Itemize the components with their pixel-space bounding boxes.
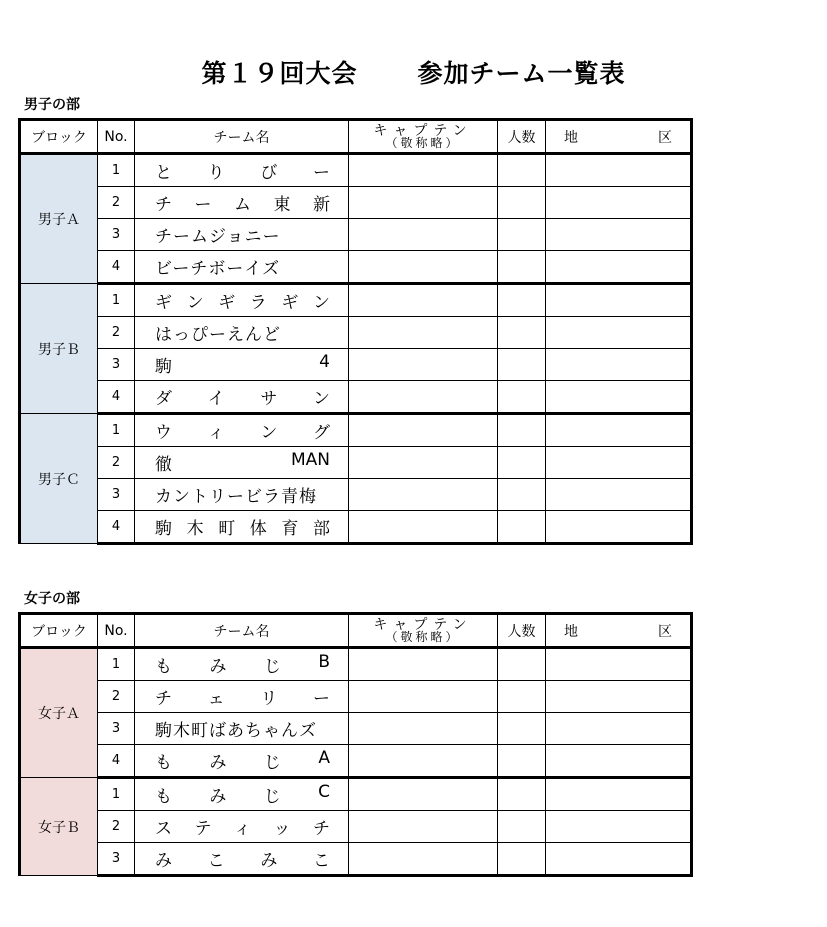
header-area-right: 区: [658, 129, 672, 146]
team-row: [20, 219, 692, 251]
area-cell[interactable]: [546, 349, 692, 381]
section-label-female: 女子の部: [24, 591, 80, 607]
team-name-text: ビーチボーイズ: [155, 259, 281, 279]
team-name: [135, 284, 349, 317]
team-row: [20, 317, 692, 349]
team-name-char: テ: [194, 819, 212, 839]
area-cell[interactable]: [546, 414, 692, 447]
team-name-char: ン: [260, 423, 278, 443]
members-cell[interactable]: [498, 219, 546, 251]
team-name-char: グ: [312, 423, 330, 443]
header-area-left: 地: [564, 623, 578, 640]
team-name-char: ー: [194, 195, 212, 215]
page-title: [0, 54, 827, 90]
team-row: [20, 843, 692, 876]
header-row: [20, 120, 692, 154]
members-cell[interactable]: [498, 713, 546, 745]
members-cell[interactable]: [498, 511, 546, 544]
team-number: 1: [98, 778, 135, 811]
area-cell[interactable]: [546, 447, 692, 479]
team-name-char: チ: [313, 819, 330, 839]
header-captain-label: キャプテン: [373, 616, 473, 633]
team-name-char: こ: [207, 851, 225, 871]
team-name-char: ダ: [155, 389, 172, 409]
team-name: [135, 681, 349, 713]
team-name-char: ン: [186, 293, 204, 313]
team-name-char: 木: [186, 519, 204, 539]
team-name-char: ィ: [207, 423, 225, 443]
header-team: チーム名: [135, 120, 349, 154]
members-cell[interactable]: [498, 681, 546, 713]
team-number: 4: [98, 511, 135, 544]
team-number: 1: [98, 648, 135, 681]
team-name-char: も: [155, 753, 172, 773]
captain-cell[interactable]: [349, 381, 498, 414]
team-name-char: 部: [312, 519, 330, 539]
captain-cell[interactable]: [349, 479, 498, 511]
area-cell[interactable]: [546, 713, 692, 745]
team-name-char: ー: [312, 163, 330, 183]
team-number: 1: [98, 154, 135, 187]
team-name-char: ン: [312, 389, 330, 409]
section-label-male: 男子の部: [24, 97, 80, 113]
team-number: 3: [98, 479, 135, 511]
header-captain-note: （敬称略）: [385, 629, 461, 644]
members-cell[interactable]: [498, 479, 546, 511]
team-name-char: も: [155, 787, 172, 807]
team-name: [135, 317, 349, 349]
team-name-char: サ: [260, 389, 278, 409]
area-cell[interactable]: [546, 811, 692, 843]
title-sub: 参加チーム一覧表: [417, 59, 626, 88]
area-cell[interactable]: [546, 154, 692, 187]
female-roster-table: [18, 612, 693, 877]
area-cell[interactable]: [546, 843, 692, 876]
header-team: チーム名: [135, 614, 349, 648]
team-number: 2: [98, 681, 135, 713]
members-cell[interactable]: [498, 284, 546, 317]
members-cell[interactable]: [498, 745, 546, 778]
team-name-char: 新: [313, 195, 330, 215]
team-name-char: 4: [319, 352, 330, 372]
team-name-char: ギ: [155, 293, 172, 313]
team-name-char: チ: [155, 195, 172, 215]
area-cell[interactable]: [546, 251, 692, 284]
team-row: [20, 713, 692, 745]
team-number: 2: [98, 187, 135, 219]
team-name-char: ェ: [207, 689, 225, 709]
team-number: 4: [98, 381, 135, 414]
team-name-char: も: [155, 657, 172, 677]
team-row: [20, 187, 692, 219]
team-name-char: A: [318, 748, 330, 768]
team-name-char: と: [155, 163, 172, 183]
team-name-char: み: [260, 851, 278, 871]
area-cell[interactable]: [546, 219, 692, 251]
team-name-char: ギ: [281, 293, 299, 313]
team-name-char: み: [155, 851, 172, 871]
team-name: [135, 778, 349, 811]
captain-cell[interactable]: [349, 251, 498, 284]
header-captain: [349, 120, 498, 154]
area-cell[interactable]: [546, 778, 692, 811]
team-name: [135, 349, 349, 381]
team-number: 2: [98, 447, 135, 479]
header-area-left: 地: [564, 129, 578, 146]
captain-cell[interactable]: [349, 648, 498, 681]
team-name-char: じ: [263, 657, 281, 677]
team-name: [135, 154, 349, 187]
header-area: [546, 614, 692, 648]
captain-cell[interactable]: [349, 349, 498, 381]
captain-cell[interactable]: [349, 745, 498, 778]
team-row: [20, 745, 692, 778]
captain-cell[interactable]: [349, 154, 498, 187]
captain-cell[interactable]: [349, 284, 498, 317]
team-number: 2: [98, 811, 135, 843]
team-row: [20, 154, 692, 187]
team-name-char: 駒: [155, 357, 172, 377]
header-captain-label: キャプテン: [373, 122, 473, 139]
team-name: [135, 745, 349, 778]
team-row: [20, 349, 692, 381]
team-name: [135, 219, 349, 251]
members-cell[interactable]: [498, 414, 546, 447]
team-name-char: み: [209, 753, 227, 773]
members-cell[interactable]: [498, 778, 546, 811]
team-name: [135, 843, 349, 876]
captain-cell[interactable]: [349, 187, 498, 219]
team-name-char: 体: [249, 519, 267, 539]
header-block: ブロック: [20, 120, 98, 154]
team-name-char: ラ: [249, 293, 267, 313]
team-name-char: イ: [207, 389, 225, 409]
members-cell[interactable]: [498, 251, 546, 284]
team-name-text: はっぴーえんど: [155, 325, 281, 345]
team-number: 3: [98, 349, 135, 381]
header-area-right: 区: [658, 623, 672, 640]
captain-cell[interactable]: [349, 219, 498, 251]
title-main: 第１９回大会: [201, 59, 358, 88]
header-block: ブロック: [20, 614, 98, 648]
team-number: 4: [98, 251, 135, 284]
team-name-char: こ: [312, 851, 330, 871]
team-number: 3: [98, 713, 135, 745]
members-cell[interactable]: [498, 811, 546, 843]
header-row: [20, 614, 692, 648]
team-name-char: MAN: [290, 450, 330, 470]
team-name-char: 育: [281, 519, 299, 539]
male-roster-table: [18, 118, 693, 545]
team-name-char: ン: [312, 293, 330, 313]
team-name-char: 東: [273, 195, 291, 215]
members-cell[interactable]: [498, 447, 546, 479]
team-row: [20, 811, 692, 843]
team-name-text: カントリービラ青梅: [155, 487, 317, 507]
members-cell[interactable]: [498, 843, 546, 876]
team-name-char: リ: [260, 689, 278, 709]
header-members: 人数: [498, 120, 546, 154]
team-name-char: ー: [312, 689, 330, 709]
captain-cell[interactable]: [349, 843, 498, 876]
team-name-char: ッ: [273, 819, 291, 839]
team-row: [20, 681, 692, 713]
team-row: [20, 648, 692, 681]
header-area: [546, 120, 692, 154]
area-cell[interactable]: [546, 681, 692, 713]
area-cell[interactable]: [546, 511, 692, 544]
captain-cell[interactable]: [349, 511, 498, 544]
team-row: [20, 381, 692, 414]
team-name-char: び: [260, 163, 278, 183]
captain-cell[interactable]: [349, 414, 498, 447]
members-cell[interactable]: [498, 381, 546, 414]
team-row: [20, 479, 692, 511]
team-name-char: チ: [155, 689, 172, 709]
area-cell[interactable]: [546, 284, 692, 317]
team-name: [135, 648, 349, 681]
team-name: [135, 511, 349, 544]
team-name-char: 町: [218, 519, 236, 539]
block-name: 女子Ｂ: [20, 778, 98, 876]
members-cell[interactable]: [498, 349, 546, 381]
captain-cell[interactable]: [349, 317, 498, 349]
team-name-char: 徹: [155, 455, 172, 475]
area-cell[interactable]: [546, 745, 692, 778]
team-name: [135, 414, 349, 447]
area-cell[interactable]: [546, 187, 692, 219]
team-number: 1: [98, 414, 135, 447]
header-captain: [349, 614, 498, 648]
team-name: [135, 479, 349, 511]
team-name: [135, 251, 349, 284]
team-name-char: 駒: [155, 519, 172, 539]
team-name-text: 駒木町ばあちゃんズ: [155, 721, 317, 741]
team-name-char: B: [318, 652, 330, 672]
block-name: 男子Ｃ: [20, 414, 98, 544]
header-members: 人数: [498, 614, 546, 648]
area-cell[interactable]: [546, 381, 692, 414]
team-name-char: ス: [155, 819, 172, 839]
block-name: 男子Ｂ: [20, 284, 98, 414]
team-row: [20, 511, 692, 544]
team-number: 3: [98, 219, 135, 251]
area-cell[interactable]: [546, 479, 692, 511]
team-name: [135, 381, 349, 414]
team-number: 4: [98, 745, 135, 778]
area-cell[interactable]: [546, 317, 692, 349]
team-row: [20, 251, 692, 284]
team-name: [135, 811, 349, 843]
team-row: [20, 414, 692, 447]
block-name: 女子Ａ: [20, 648, 98, 778]
team-name-char: じ: [263, 753, 281, 773]
team-name: [135, 447, 349, 479]
members-cell[interactable]: [498, 187, 546, 219]
team-number: 3: [98, 843, 135, 876]
team-name-char: み: [209, 657, 227, 677]
block-name: 男子Ａ: [20, 154, 98, 284]
team-name-char: C: [318, 782, 330, 802]
team-name-char: み: [209, 787, 227, 807]
captain-cell[interactable]: [349, 447, 498, 479]
team-row: [20, 447, 692, 479]
team-name-char: じ: [263, 787, 281, 807]
header-no: No.: [98, 614, 135, 648]
team-number: 2: [98, 317, 135, 349]
team-name: [135, 187, 349, 219]
captain-cell[interactable]: [349, 681, 498, 713]
team-name-char: ム: [234, 195, 251, 215]
captain-cell[interactable]: [349, 713, 498, 745]
team-name-char: ギ: [218, 293, 236, 313]
team-name-text: チームジョニー: [155, 227, 281, 247]
header-captain-note: （敬称略）: [385, 135, 461, 150]
team-name-char: ィ: [234, 819, 251, 839]
team-row: [20, 284, 692, 317]
team-row: [20, 778, 692, 811]
team-name-char: ウ: [155, 423, 172, 443]
team-name: [135, 713, 349, 745]
area-cell[interactable]: [546, 648, 692, 681]
team-number: 1: [98, 284, 135, 317]
members-cell[interactable]: [498, 317, 546, 349]
header-no: No.: [98, 120, 135, 154]
team-name-char: り: [207, 163, 225, 183]
members-cell[interactable]: [498, 154, 546, 187]
members-cell[interactable]: [498, 648, 546, 681]
captain-cell[interactable]: [349, 811, 498, 843]
captain-cell[interactable]: [349, 778, 498, 811]
